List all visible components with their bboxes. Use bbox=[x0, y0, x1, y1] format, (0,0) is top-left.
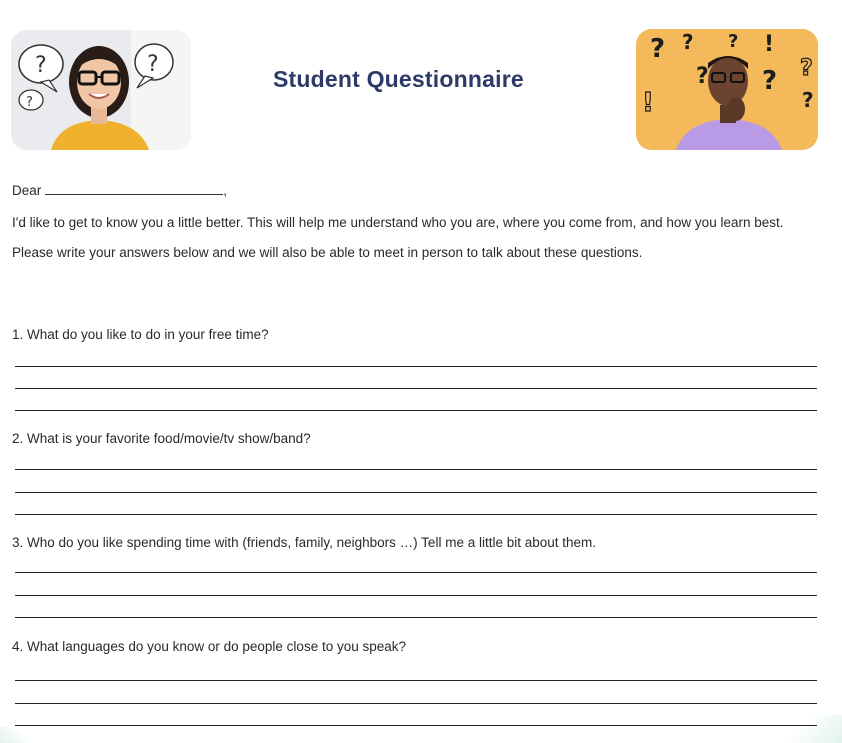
svg-text:?: ? bbox=[650, 34, 666, 64]
svg-text:?: ? bbox=[696, 64, 709, 89]
answer-line[interactable] bbox=[15, 410, 817, 411]
svg-text:?: ? bbox=[35, 53, 47, 78]
svg-text:!: ! bbox=[642, 88, 654, 118]
svg-text:?: ? bbox=[147, 52, 159, 77]
question-1: 1. What do you like to do in your free time? bbox=[12, 327, 269, 342]
intro-paragraph: I'd like to get to know you a little better. This will help me understand who you are, where you come from, and how you learn best. Please write your answers below and we will also be able to meet in person to talk about these questions. bbox=[12, 215, 784, 260]
answer-line[interactable] bbox=[15, 703, 817, 704]
answer-line[interactable] bbox=[15, 388, 817, 389]
salutation-line bbox=[12, 183, 227, 198]
svg-text:!: ! bbox=[764, 32, 775, 57]
svg-text:?: ? bbox=[728, 31, 739, 52]
answer-line[interactable] bbox=[15, 514, 817, 515]
salutation-comma: , bbox=[223, 183, 228, 198]
question-2: 2. What is your favorite food/movie/tv show/band? bbox=[12, 431, 311, 446]
svg-text:?: ? bbox=[26, 95, 33, 110]
answer-line[interactable] bbox=[15, 725, 817, 726]
answer-line[interactable] bbox=[15, 366, 817, 367]
right-photo bbox=[636, 29, 818, 150]
question-3: 3. Who do you like spending time with (friends, family, neighbors …) Tell me a little bit about them. bbox=[12, 535, 597, 550]
recipient-name-field[interactable] bbox=[45, 184, 223, 195]
svg-text:?: ? bbox=[802, 88, 814, 112]
answer-line[interactable] bbox=[15, 617, 817, 618]
salutation-label: Dear bbox=[12, 183, 42, 198]
page-title: Student Questionnaire bbox=[273, 66, 524, 92]
answer-line[interactable] bbox=[15, 572, 817, 573]
svg-text:?: ? bbox=[800, 56, 813, 81]
answer-line[interactable] bbox=[15, 595, 817, 596]
corner-decoration bbox=[772, 715, 842, 743]
left-photo bbox=[11, 30, 191, 150]
answer-line[interactable] bbox=[15, 492, 817, 493]
answer-line[interactable] bbox=[15, 469, 817, 470]
question-4: 4. What languages do you know or do people close to you speak? bbox=[12, 639, 407, 654]
svg-text:?: ? bbox=[762, 66, 778, 96]
corner-decoration-left bbox=[0, 727, 40, 743]
answer-line[interactable] bbox=[15, 680, 817, 681]
svg-text:?: ? bbox=[682, 30, 694, 54]
